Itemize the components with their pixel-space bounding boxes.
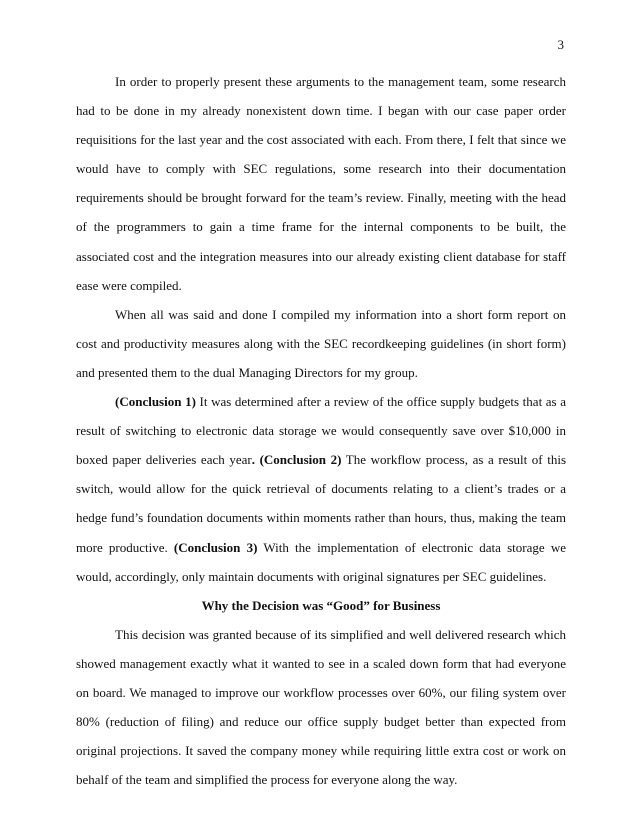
page-number: 3 <box>557 37 564 52</box>
paragraph-report: When all was said and done I compiled my information into a short form report on cost and productivity measures along with the SEC recordkeeping guidelines (in short form) and presented them to the dual Managing Directors for my group. <box>76 306 566 380</box>
conclusion-2-text: The workflow process, as a result of this switch, would allow for the quick retrieval of documents relating to a client’s trades or a hedge fund’s foundation documents within moments rather than hours, thus, making the team more productive. <box>76 452 567 555</box>
conclusion-1-period: . <box>251 452 255 468</box>
document-body <box>76 67 566 794</box>
paragraph-conclusions <box>76 387 566 591</box>
paragraph-research: In order to properly present these arguments to the management team, some research had to be done in my already nonexistent down time. I began with our case paper order requisitions for the last year and the cost associated with each. From there, I felt that since we would have to comply with SEC regulations, some research into their documentation requirements should be brought forward for the team’s review. Finally, meeting with the head of the programmers to gain a time frame for the internal components to be built, the associated cost and the integration measures into our already existing client database for staff ease were compiled. <box>76 74 566 293</box>
conclusion-2-label: (Conclusion 2) <box>259 452 342 468</box>
conclusion-1-label: (Conclusion 1) <box>115 394 196 410</box>
paragraph-decision: This decision was granted because of its simplified and well delivered research which showed management exactly what it wanted to see in a scaled down form that had everyone on board. We managed to improve our workflow processes over 60%, our filing system over 80% (reduction of filing) and reduce our office supply budget better than expected from original projections. It saved the company money while requiring little extra cost or work on behalf of the team and simplified the process for everyone along the way. <box>76 626 566 788</box>
section-heading: Why the Decision was “Good” for Business <box>201 597 441 613</box>
conclusion-1-text: It was determined after a review of the office supply budgets that as a result of switching to electronic data storage we would consequently save over $10,000 in boxed paper deliveries each year <box>76 394 566 468</box>
conclusion-3-label: (Conclusion 3) <box>173 539 258 555</box>
conclusion-3-text: With the implementation of electronic data storage we would, accordingly, only maintain documents with original signatures per SEC guidelines. <box>76 539 566 584</box>
